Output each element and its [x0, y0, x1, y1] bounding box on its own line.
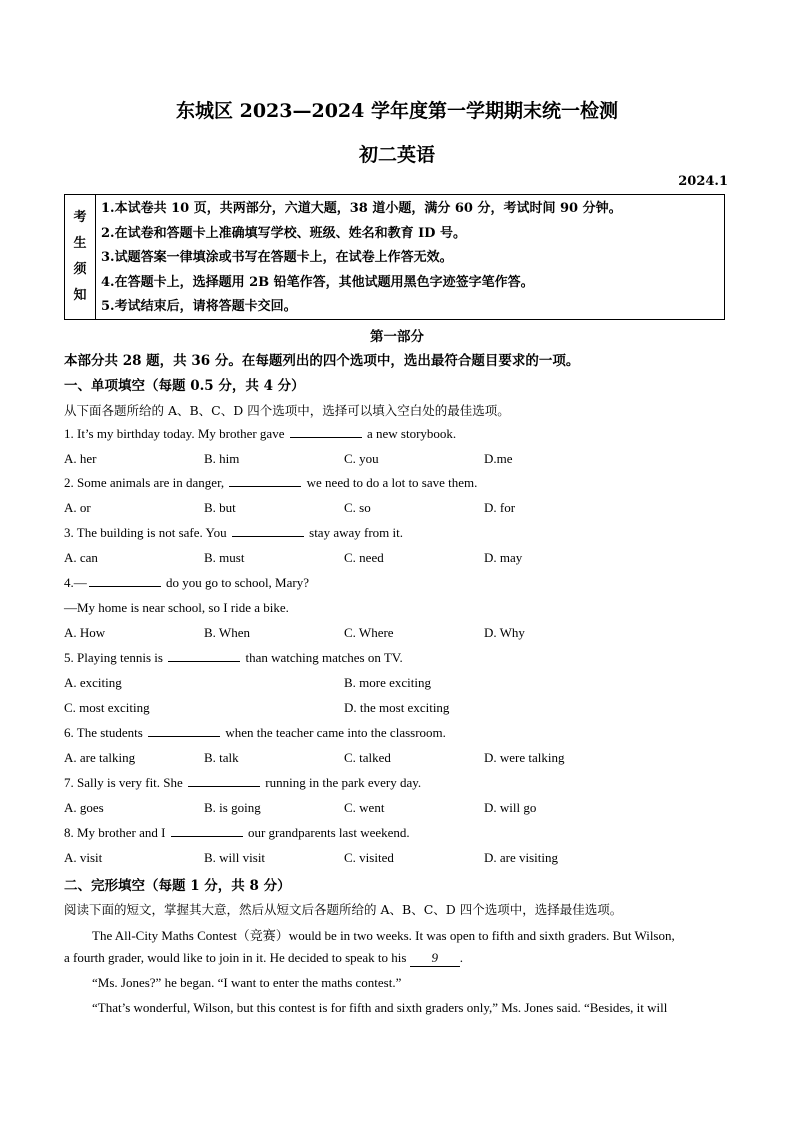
question-stem-end: stay away from it. [309, 525, 404, 540]
question-1 [64, 426, 456, 442]
option-b: B. is going [204, 800, 261, 815]
option-d: D. for [484, 500, 516, 515]
answer-blank [188, 776, 260, 787]
notice-item: 1.本试卷共 10 页，共两部分，六道大题，38 道小题，满分 60 分，考试时间 90 分钟。 [101, 201, 622, 216]
option-c: C. talked [344, 750, 391, 765]
question-5 [64, 650, 403, 666]
option-a: A. exciting [64, 675, 122, 690]
notice-list [101, 197, 720, 320]
part1-title: 第一部分 [370, 329, 424, 345]
question-8 [64, 825, 410, 841]
question-7 [64, 775, 421, 791]
answer-blank [229, 476, 301, 487]
option-d: D.me [484, 451, 513, 466]
answer-blank [232, 526, 304, 537]
option-b: B. more exciting [344, 675, 432, 690]
option-c: C. so [344, 500, 371, 515]
question-stem: 4.— [64, 575, 87, 590]
option-b: B. must [204, 550, 245, 565]
section2-heading: 二、完形填空（每题 1 分，共 8 分） [64, 878, 291, 894]
notice-side-char: 生 [73, 236, 87, 251]
option-d: D. Why [484, 625, 525, 640]
option-a: A. or [64, 500, 91, 515]
notice-item: 4.在答题卡上，选择题用 2B 铅笔作答，其他试题用黑色字迹签字笔作答。 [101, 274, 534, 290]
question-2 [64, 475, 477, 491]
question-stem: 1. It’s my birthday today. My brother gave [64, 426, 285, 441]
section1-instruction: 从下面各题所给的 A、B、C、D 四个选项中，选择可以填入空白处的最佳选项。 [64, 403, 510, 418]
question-stem: 2. Some animals are in danger, [64, 475, 225, 490]
notice-item: 3.试题答案一律填涂或书写在答题卡上，在试卷上作答无效。 [101, 250, 453, 265]
section1-heading: 一、单项填空（每题 0.5 分，共 4 分） [64, 378, 305, 394]
question-4 [64, 575, 309, 591]
option-d: D. are visiting [484, 850, 559, 865]
notice-item: 5.考试结束后，请将答题卡交回。 [101, 299, 297, 314]
option-a: A. goes [64, 800, 104, 815]
notice-side-char: 须 [73, 262, 87, 277]
question-stem: 3. The building is not safe. You [64, 525, 227, 540]
notice-side-label [65, 195, 96, 319]
passage-paragraph: The All-City Maths Contest（竞赛）would be in two weeks. It was open to fifth and sixth graders. But Wilson, [92, 928, 675, 943]
option-a: A. can [64, 550, 98, 565]
passage-paragraph [64, 950, 724, 967]
option-a: A. are talking [64, 750, 136, 765]
option-a: A. her [64, 451, 97, 466]
question-stem: 8. My brother and I [64, 825, 166, 840]
option-b: B. When [204, 625, 250, 640]
exam-title: 东城区 2023—2024 学年度第一学期期末统一检测 [176, 100, 618, 122]
question-3 [64, 525, 403, 541]
option-c: C. you [344, 451, 379, 466]
option-d: D. will go [484, 800, 537, 815]
part1-description: 本部分共 28 题，共 36 分。在每题列出的四个选项中，选出最符合题目要求的一项。 [64, 353, 580, 369]
option-d: D. may [484, 550, 523, 565]
cloze-blank-number: 9 [410, 950, 460, 967]
passage-text: . [459, 950, 463, 965]
option-b: B. but [204, 500, 236, 515]
option-a: A. How [64, 625, 106, 640]
question-stem: 5. Playing tennis is [64, 650, 163, 665]
answer-blank [89, 576, 161, 587]
option-c: C. visited [344, 850, 394, 865]
question-stem-end: running in the park every day. [265, 775, 422, 790]
answer-blank [168, 651, 240, 662]
notice-side-char: 知 [73, 288, 87, 303]
question-stem: 7. Sally is very fit. She [64, 775, 183, 790]
question-stem-end: a new storybook. [366, 426, 457, 441]
question-6 [64, 725, 446, 741]
question-stem-end: we need to do a lot to save them. [306, 475, 478, 490]
option-c: C. need [344, 550, 384, 565]
option-c: C. most exciting [64, 700, 150, 715]
exam-subtitle: 初二英语 [358, 144, 435, 166]
option-a: A. visit [64, 850, 103, 865]
question-stem-end: when the teacher came into the classroom. [225, 725, 446, 740]
option-d: D. were talking [484, 750, 565, 765]
passage-text: a fourth grader, would like to join in it. He decided to speak to his [64, 950, 407, 965]
passage-paragraph: “Ms. Jones?” he began. “I want to enter the maths contest.” [92, 975, 402, 990]
notice-item: 2.在试卷和答题卡上准确填写学校、班级、姓名和教育 ID 号。 [101, 225, 466, 241]
question-4-response: —My home is near school, so I ride a bike. [64, 600, 289, 615]
option-b: B. him [204, 451, 240, 466]
section2-instruction: 阅读下面的短文，掌握其大意，然后从短文后各题所给的 A、B、C、D 四个选项中，选择最佳选项。 [64, 902, 623, 917]
option-b: B. will visit [204, 850, 266, 865]
question-stem-end: do you go to school, Mary? [166, 575, 309, 590]
answer-blank [171, 826, 243, 837]
notice-side-char: 考 [73, 210, 87, 225]
answer-blank [290, 427, 362, 438]
option-c: C. went [344, 800, 385, 815]
candidate-notice-box [64, 194, 725, 320]
option-b: B. talk [204, 750, 239, 765]
exam-date: 2024.1 [678, 174, 728, 189]
passage-paragraph: “That’s wonderful, Wilson, but this contest is for fifth and sixth graders only,” Ms. Jones said. “Besides, it will [92, 1000, 668, 1015]
option-d: D. the most exciting [344, 700, 450, 715]
question-stem-end: than watching matches on TV. [245, 650, 403, 665]
answer-blank [148, 726, 220, 737]
option-c: C. Where [344, 625, 394, 640]
question-stem: 6. The students [64, 725, 143, 740]
question-stem-end: our grandparents last weekend. [247, 825, 410, 840]
